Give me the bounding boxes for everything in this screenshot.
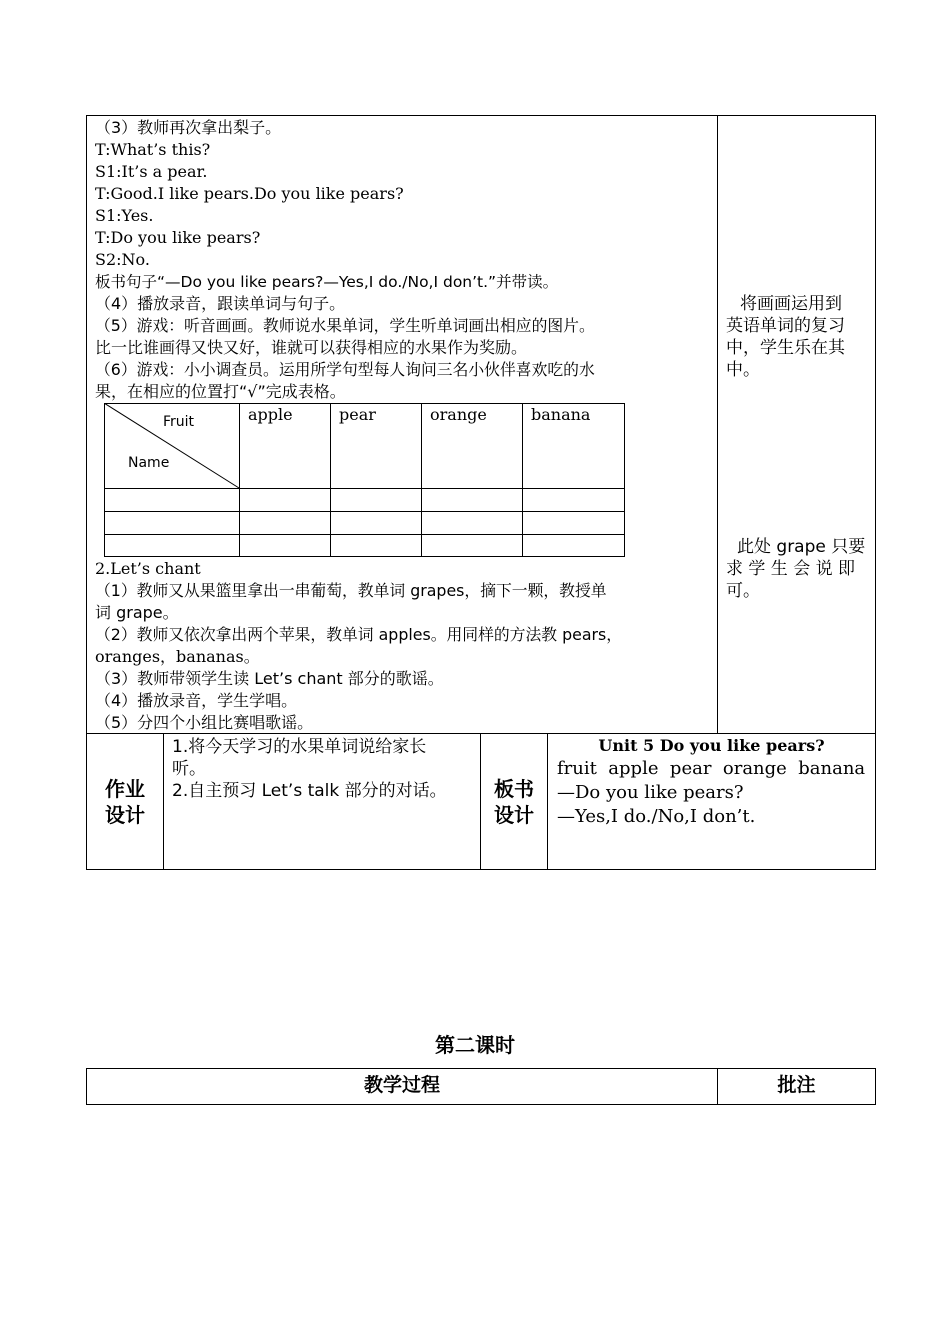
process-line: （3）教师再次拿出梨子。 bbox=[95, 118, 282, 137]
chant-line: （4）播放录音，学生学唱。 bbox=[95, 691, 298, 710]
board-title: Unit 5 Do you like pears? bbox=[598, 736, 825, 755]
survey-grid-line bbox=[624, 403, 625, 557]
lesson2-border-right bbox=[875, 1068, 876, 1105]
homework-line: 1.将今天学习的水果单词说给家长 bbox=[172, 737, 427, 757]
process-line: 比一比谁画得又快又好，谁就可以获得相应的水果作为奖励。 bbox=[95, 338, 528, 357]
note-line: 求 学 生 会 说 即 bbox=[726, 559, 856, 579]
survey-grid-line bbox=[330, 403, 331, 557]
chant-line: 词 grape。 bbox=[95, 603, 179, 622]
lesson2-title: 第二课时 bbox=[435, 1033, 515, 1057]
survey-grid-line bbox=[104, 556, 625, 557]
homework-line: 听。 bbox=[172, 759, 206, 779]
process-line: （4）播放录音，跟读单词与句子。 bbox=[95, 294, 346, 313]
process-line: （5）游戏：听音画画。教师说水果单词，学生听单词画出相应的图片。 bbox=[95, 316, 595, 335]
process-line: T:What’s this? bbox=[95, 140, 211, 159]
lesson2-col-process: 教学过程 bbox=[363, 1074, 440, 1096]
process-line: 板书句子“—Do you like pears?—Yes,I do./No,I don’t.”并带读。 bbox=[95, 273, 559, 291]
chant-line: oranges，bananas。 bbox=[95, 647, 260, 666]
notes-column-divider bbox=[717, 115, 718, 734]
chant-line: 2.Let’s chant bbox=[95, 559, 201, 578]
board-line: fruit apple pear orange banana bbox=[557, 758, 866, 779]
process-line: （6）游戏：小小调查员。运用所学句型每人询问三名小伙伴喜欢吃的水 bbox=[95, 360, 595, 379]
note-line: 可。 bbox=[726, 581, 760, 601]
survey-column-orange: orange bbox=[430, 405, 487, 424]
process-line: S1:It’s a pear. bbox=[95, 162, 208, 181]
survey-header-fruit: Fruit bbox=[163, 414, 195, 430]
note-line: 中。 bbox=[726, 360, 760, 380]
board-label: 板书 设计 bbox=[494, 777, 534, 827]
table-border-left bbox=[86, 115, 87, 870]
survey-grid-line bbox=[522, 403, 523, 557]
lesson2-col-notes: 批注 bbox=[777, 1074, 816, 1096]
chant-line: （5）分四个小组比赛唱歌谣。 bbox=[95, 713, 314, 732]
process-line: S2:No. bbox=[95, 250, 150, 269]
table-border-bottom bbox=[86, 869, 876, 870]
survey-column-pear: pear bbox=[339, 405, 376, 424]
survey-column-apple: apple bbox=[248, 405, 293, 424]
board-line: —Yes,I do./No,I don’t. bbox=[557, 806, 756, 827]
survey-column-banana: banana bbox=[531, 405, 591, 424]
survey-header-name: Name bbox=[128, 455, 170, 471]
process-line: T:Do you like pears? bbox=[95, 228, 261, 247]
table-border-right bbox=[875, 115, 876, 870]
note-line: 英语单词的复习 bbox=[726, 316, 845, 336]
note-line: 中，学生乐在其 bbox=[726, 338, 845, 358]
homework-label-divider bbox=[163, 733, 164, 870]
chant-line: （2）教师又依次拿出两个苹果，教单词 apples。用同样的方法教 pears， bbox=[95, 625, 623, 644]
chant-line: （1）教师又从果篮里拿出一串葡萄，教单词 grapes，摘下一颗，教授单 bbox=[95, 581, 607, 600]
process-line: T:Good.I like pears.Do you like pears? bbox=[95, 184, 404, 203]
note-line: 将画画运用到 bbox=[740, 294, 842, 314]
lesson2-border-bottom bbox=[86, 1104, 876, 1105]
board-line: —Do you like pears? bbox=[557, 782, 744, 803]
survey-grid-line bbox=[104, 511, 625, 512]
process-line: 果，在相应的位置打“√”完成表格。 bbox=[95, 382, 346, 401]
table-border-top bbox=[86, 115, 876, 116]
survey-grid-line bbox=[421, 403, 422, 557]
chant-line: （3）教师带领学生读 Let’s chant 部分的歌谣。 bbox=[95, 669, 444, 688]
homework-label: 作业 设计 bbox=[105, 777, 145, 827]
lesson2-border-top bbox=[86, 1068, 876, 1069]
note-line: 此处 grape 只要 bbox=[737, 537, 866, 557]
process-line: S1:Yes. bbox=[95, 206, 154, 225]
survey-grid-line bbox=[104, 534, 625, 535]
homework-line: 2.自主预习 Let’s talk 部分的对话。 bbox=[172, 781, 447, 801]
